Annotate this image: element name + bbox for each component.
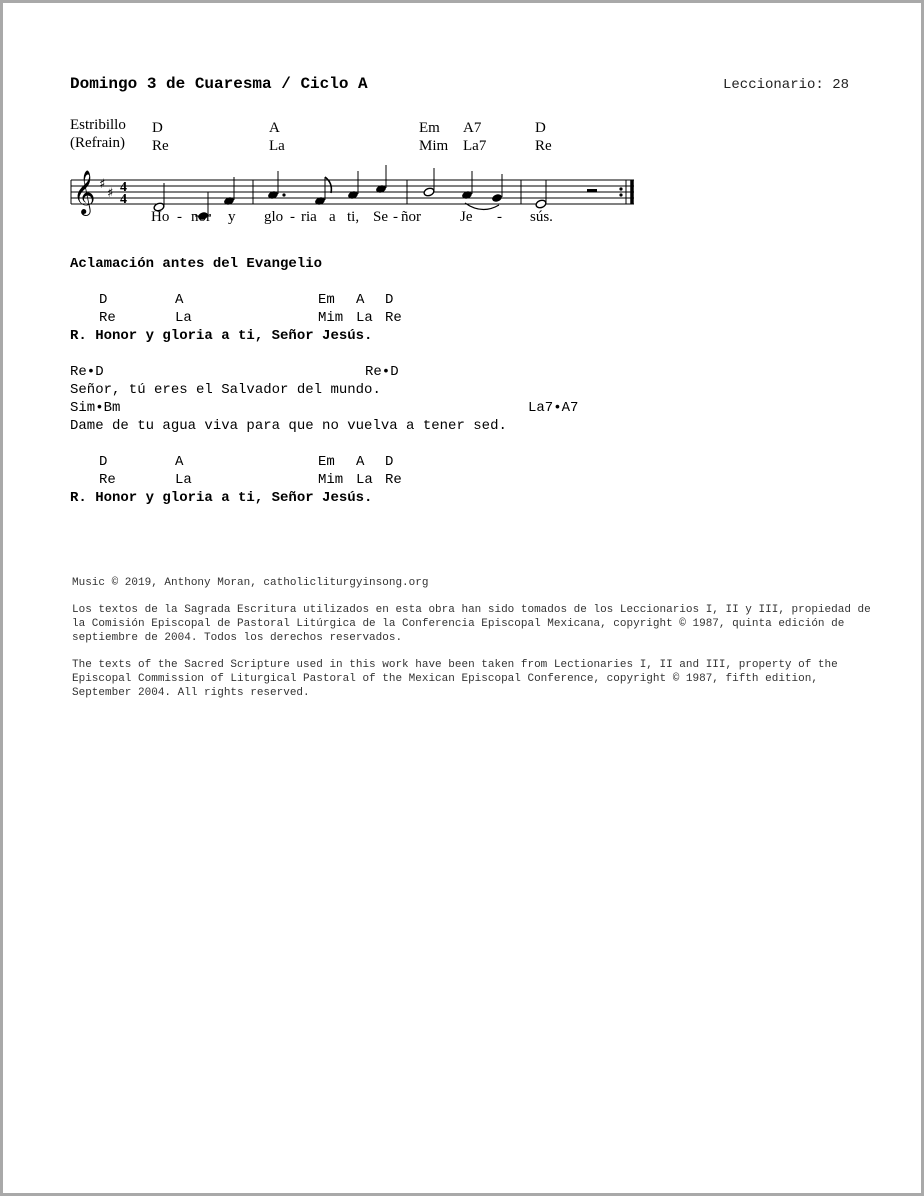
- leccionario-number: Leccionario: 28: [723, 77, 850, 93]
- chord-es: La: [356, 472, 373, 488]
- lyric-syllable: nor: [191, 209, 211, 225]
- score-chord-en: Em: [419, 120, 440, 136]
- score-chord-en: A: [269, 120, 280, 136]
- chord-es: Re: [99, 472, 116, 488]
- score-chord-en: D: [152, 120, 163, 136]
- chord-en: D: [385, 292, 394, 308]
- chord: Sim•Bm: [70, 400, 121, 416]
- chord-en: A: [356, 454, 365, 470]
- note: [375, 165, 387, 194]
- copyright-spanish: Los textos de la Sagrada Escritura utilizados en esta obra han sido tomados de los Leccionarios I, II y III, propiedad de la Comisión Episcopal de Pastoral Litúrgica de la Conferencia Episcopal Mexicana, copyright © 1987, quinta edición de septiembre de 2004. Todos los derechos reservados.: [72, 604, 871, 644]
- chord-en: Em: [318, 454, 335, 470]
- lyric-hyphen: -: [393, 209, 398, 225]
- chord-en: A: [175, 292, 184, 308]
- note: [491, 174, 503, 203]
- score-chord-es: Mim: [419, 138, 449, 154]
- score-chord-es: Re: [152, 138, 169, 154]
- chord: Re•D: [70, 364, 104, 380]
- note: [347, 171, 359, 200]
- lyric-syllable: ti,: [347, 209, 360, 225]
- note: [314, 177, 331, 206]
- score-chord-en: A7: [463, 120, 482, 136]
- chord-es: Mim: [318, 310, 344, 326]
- sharp-icon: ♯: [107, 186, 114, 201]
- note: [535, 180, 547, 209]
- music-score: [65, 115, 645, 231]
- chord: La7•A7: [528, 400, 579, 416]
- lyric-hyphen: -: [497, 209, 502, 225]
- half-rest-icon: [587, 189, 597, 192]
- chord-en: Em: [318, 292, 335, 308]
- chord-es: La: [175, 472, 192, 488]
- chord-es: La: [356, 310, 373, 326]
- section-heading: Aclamación antes del Evangelio: [70, 256, 323, 272]
- chord-en: A: [175, 454, 184, 470]
- lyric-syllable: Se: [373, 209, 388, 225]
- lyric-hyphen: -: [177, 209, 182, 225]
- refrain-text: R. Honor y gloria a ti, Señor Jesús.: [70, 490, 373, 506]
- lyric-syllable: Ho: [151, 209, 170, 225]
- refrain-label-en: (Refrain): [70, 135, 125, 151]
- lyric-syllable: Je: [460, 209, 473, 225]
- score-chord-es: Re: [535, 138, 552, 154]
- repeat-dot: [619, 193, 622, 196]
- lyric-syllable: ria: [301, 209, 317, 225]
- chord-en: D: [99, 454, 108, 470]
- note: [423, 168, 435, 197]
- chord-en: D: [99, 292, 108, 308]
- score-chord-en: D: [535, 120, 546, 136]
- refrain-text: R. Honor y gloria a ti, Señor Jesús.: [70, 328, 373, 344]
- note: [153, 183, 165, 212]
- sharp-icon: ♯: [99, 177, 106, 192]
- note: [267, 171, 285, 200]
- lyric-syllable: glo: [264, 209, 284, 225]
- chord-es: La: [175, 310, 192, 326]
- treble-clef-icon: 𝄞: [73, 170, 96, 214]
- music-credit: Music © 2019, Anthony Moran, catholicliturgyinsong.org: [72, 577, 429, 589]
- verse-line: Dame de tu agua viva para que no vuelva a tener sed.: [70, 418, 507, 434]
- score-chord-es: La7: [463, 138, 487, 154]
- lyric-syllable: ñor: [401, 209, 421, 225]
- chord-en: D: [385, 454, 394, 470]
- time-signature-bottom: 4: [120, 192, 127, 207]
- chord-en: A: [356, 292, 365, 308]
- verse-line: Señor, tú eres el Salvador del mundo.: [70, 382, 381, 398]
- chord-es: Re: [385, 472, 402, 488]
- chord-es: Re: [99, 310, 116, 326]
- note: [223, 177, 235, 206]
- chord-es: Mim: [318, 472, 344, 488]
- score-chord-es: La: [269, 138, 285, 154]
- chord-es: Re: [385, 310, 402, 326]
- time-signature-top: 4: [120, 180, 127, 195]
- refrain-label-es: Estribillo: [70, 117, 126, 133]
- page-title: Domingo 3 de Cuaresma / Ciclo A: [70, 75, 368, 93]
- lyric-hyphen: -: [290, 209, 295, 225]
- lyric-syllable: a: [329, 209, 336, 225]
- note: [461, 171, 473, 200]
- copyright-english: The texts of the Sacred Scripture used in this work have been taken from Lectionaries I, II and III, property of the Episcopal Commission of Liturgical Pastoral of the Mexican Episcopal Conference, copyright © 1987, fifth edition, September 2004. All rights reserved.: [72, 659, 838, 699]
- repeat-dot: [619, 187, 622, 190]
- lyric-syllable: y: [228, 209, 236, 225]
- lyric-syllable: sús.: [530, 209, 553, 225]
- chord: Re•D: [365, 364, 399, 380]
